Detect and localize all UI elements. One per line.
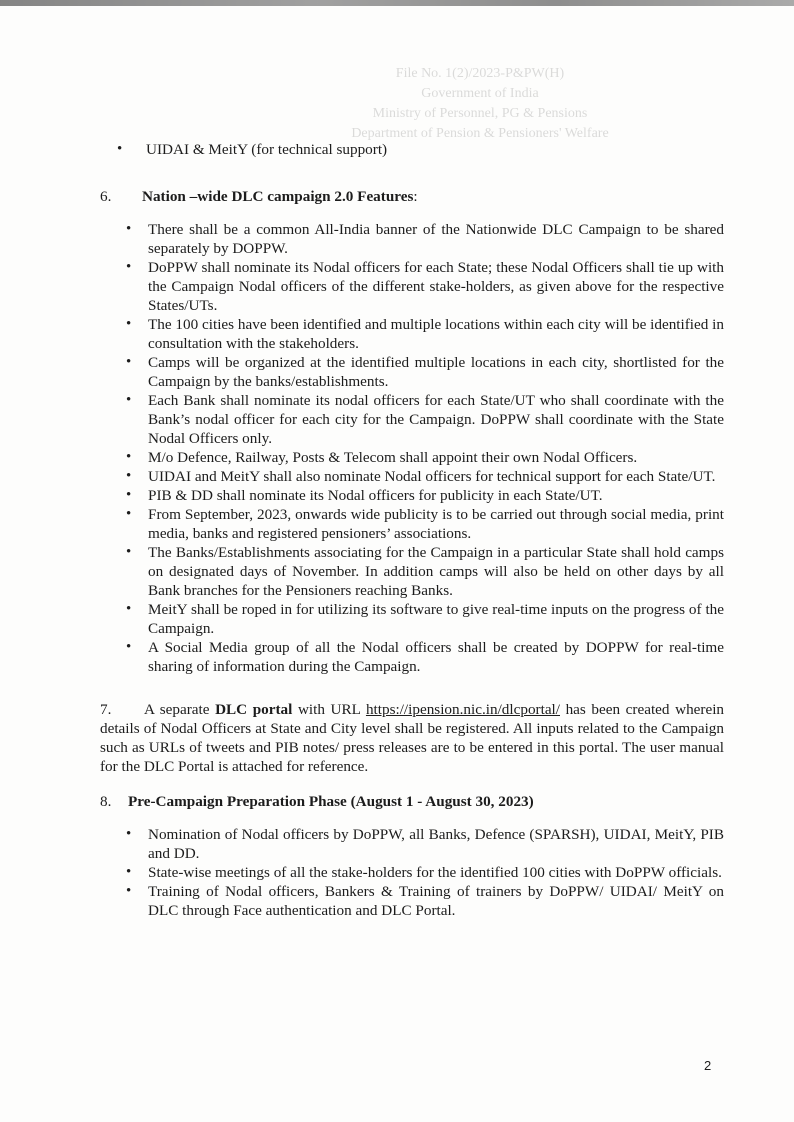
- dlc-portal-link[interactable]: https://ipension.nic.in/dlcportal/: [365, 701, 560, 718]
- ghost-line: Ministry of Personnel, PG & Pensions: [372, 106, 588, 121]
- list-item: • The 100 cities have been identified and multiple locations within each city will be identified in consultation with the stakeholders.: [100, 315, 724, 353]
- ghost-line: Department of Pension & Pensioners' Welfare: [351, 126, 609, 141]
- section-colon: :: [413, 188, 418, 205]
- list-item: • Nomination of Nodal officers by DoPPW, all Banks, Defence (SPARSH), UIDAI, MeitY, PIB and DD.: [100, 825, 724, 863]
- list-item: • Camps will be organized at the identified multiple locations in each city, shortlisted for the Campaign by the banks/establishments.: [100, 353, 724, 391]
- section-title: Pre-Campaign Preparation Phase (August 1 - August 30, 2023): [128, 793, 534, 810]
- carryover-list: [100, 140, 724, 159]
- bleed-through-header: [300, 64, 660, 144]
- document-body: [100, 140, 724, 920]
- section-8-list: [100, 825, 724, 920]
- section-7-paragraph: [100, 700, 724, 776]
- section-8-heading: [100, 792, 724, 811]
- list-item: • UIDAI & MeitY (for technical support): [100, 140, 724, 159]
- list-item: • UIDAI and MeitY shall also nominate Nodal officers for technical support for each State/UT.: [100, 467, 724, 486]
- scan-edge: [0, 0, 794, 6]
- section-6-heading: [100, 187, 724, 206]
- list-item: • The Banks/Establishments associating for the Campaign in a particular State shall hold camps on designated days of November. In addition camps will also be held on other days by all Bank branches for the Pensioners reaching Banks.: [100, 543, 724, 600]
- list-item: • Each Bank shall nominate its nodal officers for each State/UT who shall coordinate with the Bank’s nodal officer for each city for the Campaign. DoPPW shall coordinate with the State Nodal Officers only.: [100, 391, 724, 448]
- ghost-line: Government of India: [421, 86, 539, 101]
- list-item: • State-wise meetings of all the stake-holders for the identified 100 cities with DoPPW officials.: [100, 863, 724, 882]
- para-text: A separate: [144, 701, 216, 718]
- section-number: 7.: [100, 701, 112, 718]
- list-item: • Training of Nodal officers, Bankers & Training of trainers by DoPPW/ UIDAI/ MeitY on DLC through Face authentication and DLC Portal.: [100, 882, 724, 920]
- list-item: • A Social Media group of all the Nodal officers shall be created by DOPPW for real-time sharing of information during the Campaign.: [100, 638, 724, 676]
- section-6-list: [100, 220, 724, 676]
- list-item: • PIB & DD shall nominate its Nodal officers for publicity in each State/UT.: [100, 486, 724, 505]
- list-item: • DoPPW shall nominate its Nodal officers for each State; these Nodal Officers shall tie up with the Campaign Nodal officers of the different stake-holders, as given above for the respective States/UTs.: [100, 258, 724, 315]
- page-number: 2: [704, 1058, 712, 1073]
- para-text: has been created wherein details of Nodal Officers at State and City level shall be registered. All inputs related to the Campaign such as URLs of tweets and PIB notes/ press releases are to be entered in this portal. The user manual for the DLC Portal is attached for reference.: [100, 701, 725, 775]
- section-number: 6.: [100, 188, 112, 205]
- list-item: • M/o Defence, Railway, Posts & Telecom shall appoint their own Nodal Officers.: [100, 448, 724, 467]
- section-number: 8.: [100, 793, 112, 810]
- ghost-line: File No. 1(2)/2023-P&PW(H): [395, 66, 565, 81]
- list-item: • From September, 2023, onwards wide publicity is to be carried out through social media, print media, banks and registered pensioners’ associations.: [100, 505, 724, 543]
- section-title: Nation –wide DLC campaign 2.0 Features: [142, 188, 414, 205]
- para-text: with URL: [292, 701, 366, 718]
- dlc-portal-term: DLC portal: [215, 701, 293, 718]
- list-item: • There shall be a common All-India banner of the Nationwide DLC Campaign to be shared separately by DOPPW.: [100, 220, 724, 258]
- list-item: • MeitY shall be roped in for utilizing its software to give real-time inputs on the progress of the Campaign.: [100, 600, 724, 638]
